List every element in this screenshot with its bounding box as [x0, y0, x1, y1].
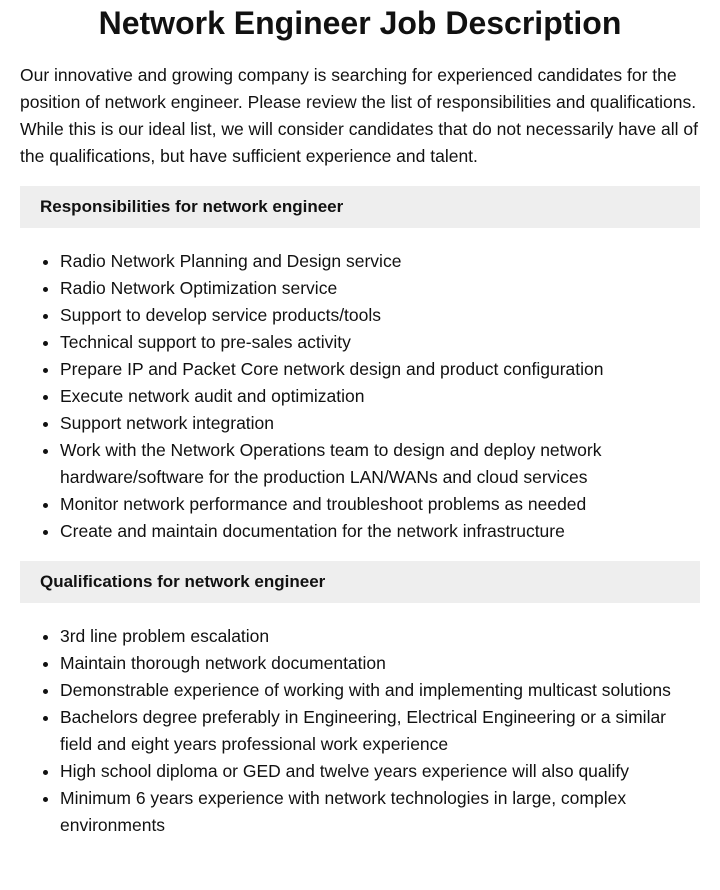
qualifications-heading: Qualifications for network engineer [20, 561, 700, 603]
intro-paragraph: Our innovative and growing company is searching for experienced candidates for the position of network engineer. Please review the list of responsibilities and qualifications. While this is our ideal list, we will consider candidates that do not necessarily have all of the qualifications, but have sufficient experience and talent. [20, 65, 698, 166]
page-title: Network Engineer Job Description [98, 5, 622, 41]
list-item: • Work with the Network Operations team to design and deploy network hardware/software for the production LAN/WANs and cloud services [60, 437, 700, 491]
list-item: • Technical support to pre-sales activity [60, 329, 700, 356]
list-item: • Support to develop service products/tools [60, 302, 700, 329]
list-item: • Create and maintain documentation for the network infrastructure [60, 518, 700, 545]
qualifications-list [20, 623, 700, 839]
list-item: • High school diploma or GED and twelve years experience will also qualify [60, 758, 700, 785]
responsibilities-heading: Responsibilities for network engineer [20, 186, 700, 228]
list-item: • Bachelors degree preferably in Engineering, Electrical Engineering or a similar field and eight years professional work experience [60, 704, 700, 758]
list-item: • Maintain thorough network documentation [60, 650, 700, 677]
list-item: • 3rd line problem escalation [60, 623, 700, 650]
list-item: • Radio Network Planning and Design service [60, 248, 700, 275]
responsibilities-list [20, 248, 700, 545]
list-item: • Monitor network performance and troubleshoot problems as needed [60, 491, 700, 518]
list-item: • Prepare IP and Packet Core network design and product configuration [60, 356, 700, 383]
list-item: • Minimum 6 years experience with network technologies in large, complex environments [60, 785, 700, 839]
list-item: • Radio Network Optimization service [60, 275, 700, 302]
list-item: • Support network integration [60, 410, 700, 437]
list-item: • Demonstrable experience of working with and implementing multicast solutions [60, 677, 700, 704]
list-item: • Execute network audit and optimization [60, 383, 700, 410]
